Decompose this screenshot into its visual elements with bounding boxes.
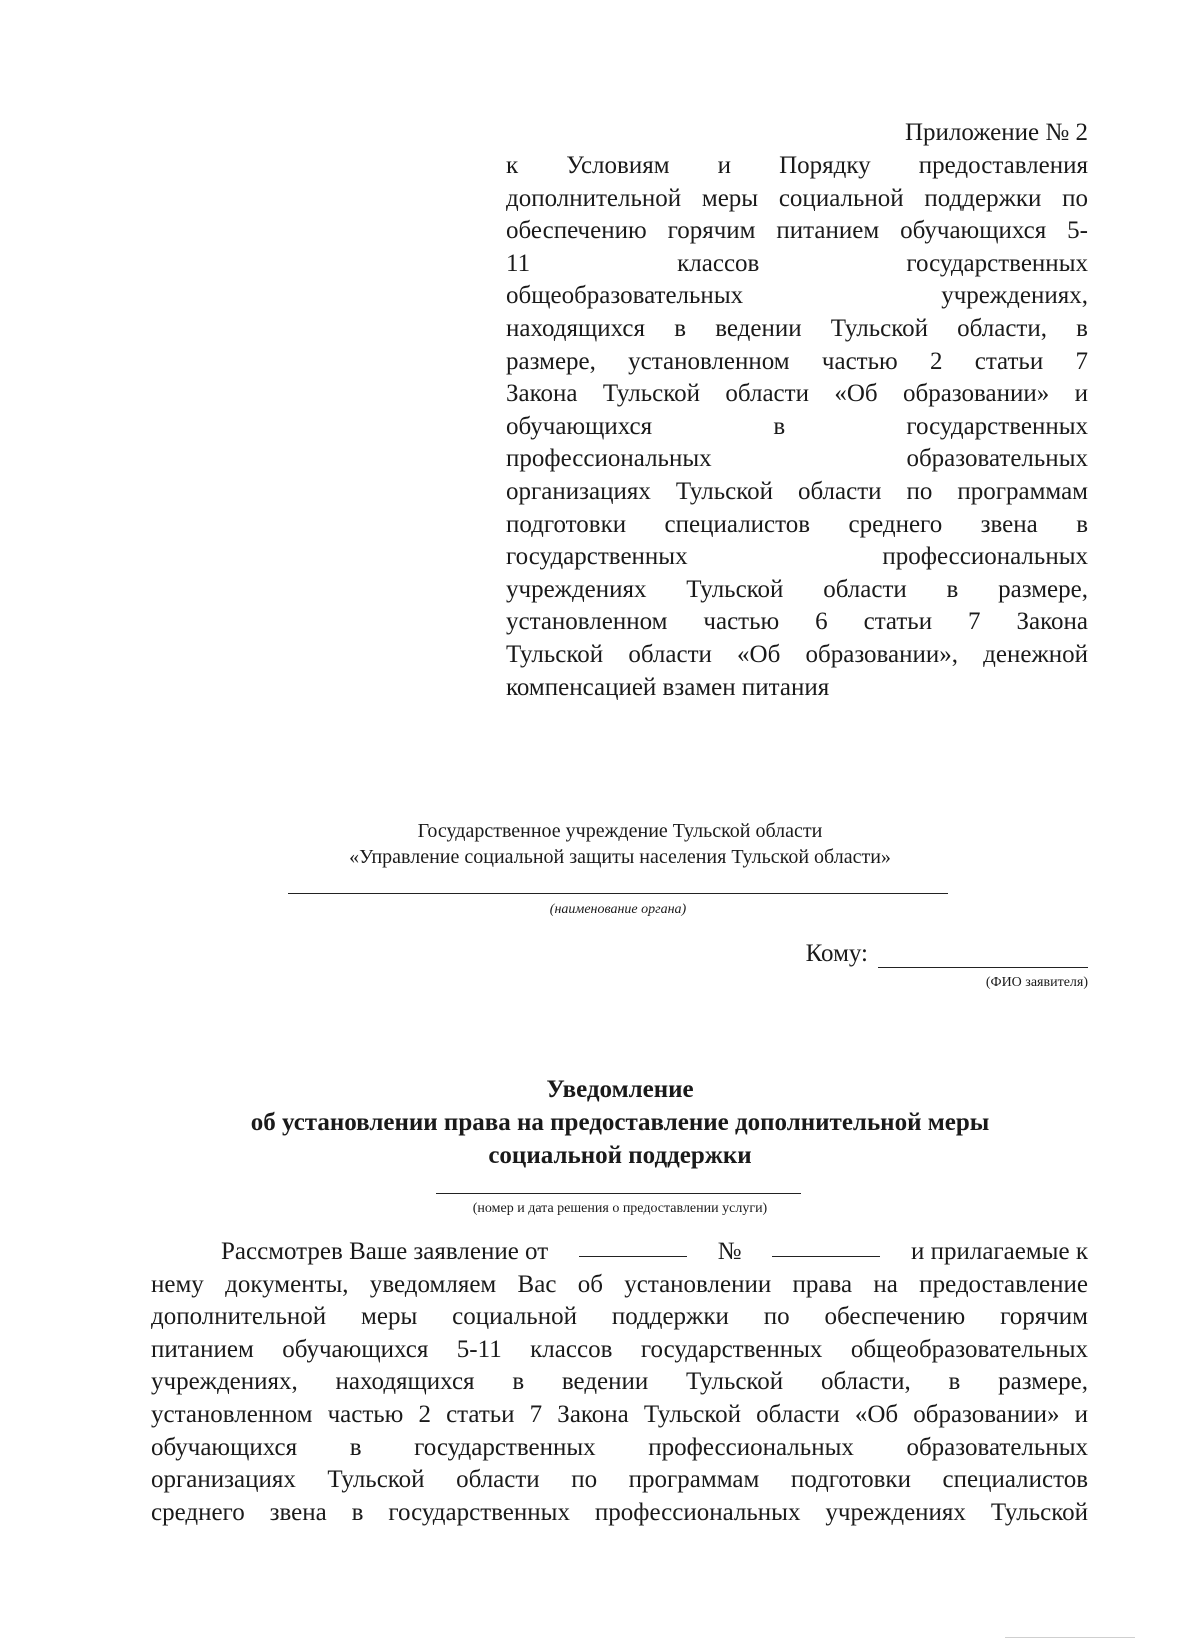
- appendix-line: учреждениях Тульской области в размере,: [506, 575, 1088, 603]
- main-line: обучающихся в государственных профессиональных образовательных: [151, 1433, 1088, 1461]
- main-line: организациях Тульской области по программам подготовки специалистов: [151, 1466, 1088, 1494]
- decision-field[interactable]: [436, 1193, 801, 1194]
- recipient-caption: (ФИО заявителя): [985, 975, 1088, 990]
- main-line: установленном частью 2 статьи 7 Закона Тульской области «Об образовании» и: [151, 1400, 1088, 1428]
- appendix-line: размере, установленном частью 2 статьи 7: [506, 347, 1088, 375]
- notice-title-line-1: Уведомление: [546, 1076, 694, 1103]
- recipient-label: Кому:: [805, 940, 868, 967]
- appendix-line: обучающихся в государственных: [506, 412, 1088, 440]
- appendix-line: подготовки специалистов среднего звена в: [506, 510, 1088, 538]
- main-line: питанием обучающихся 5-11 классов государственных общеобразовательных: [151, 1335, 1088, 1363]
- notice-title-line-3: социальной поддержки: [488, 1142, 752, 1169]
- application-number-field[interactable]: [772, 1236, 880, 1257]
- main-line: учреждениях, находящихся в ведении Тульской области, в размере,: [151, 1368, 1088, 1396]
- application-date-field[interactable]: [579, 1236, 687, 1257]
- appendix-line: государственных профессиональных: [506, 543, 1088, 571]
- recipient-name-field[interactable]: [878, 943, 1088, 968]
- page-footer-rule: [1005, 1637, 1135, 1638]
- main-first-part-2: №: [717, 1238, 742, 1265]
- organization-line-1: Государственное учреждение Тульской области: [417, 820, 823, 842]
- appendix-line: обеспечению горячим питанием обучающихся 5-: [506, 217, 1088, 245]
- organization-line-2: «Управление социальной защиты населения Тульской области»: [349, 846, 891, 868]
- notice-title-line-2: об установлении права на предоставление дополнительной меры: [250, 1109, 990, 1136]
- appendix-line: находящихся в ведении Тульской области, в: [506, 314, 1088, 342]
- main-paragraph: [151, 1236, 1088, 1529]
- appendix-line: к Условиям и Порядку предоставления: [506, 152, 1088, 179]
- decision-caption: (номер и дата решения о предоставлении услуги): [472, 1201, 768, 1216]
- organization-underline: [288, 893, 948, 894]
- appendix-body: [506, 150, 1088, 704]
- main-line: среднего звена в государственных профессиональных учреждениях Тульской: [151, 1498, 1088, 1526]
- appendix-line: установленном частью 6 статьи 7 Закона: [506, 608, 1088, 636]
- organization-name: [280, 818, 960, 870]
- appendix-line: общеобразовательных учреждениях,: [506, 282, 1088, 310]
- appendix-title: Приложение № 2: [904, 119, 1088, 146]
- main-first-part-1: Рассмотрев Ваше заявление от: [221, 1238, 549, 1265]
- organization-caption: (наименование органа): [549, 902, 687, 917]
- appendix-line: Тульской области «Об образовании», денежной: [506, 640, 1088, 668]
- appendix-line: организациях Тульской области по программам: [506, 477, 1088, 505]
- appendix-line: компенсацией взамен питания: [506, 673, 830, 701]
- main-first-part-3: и прилагаемые к: [910, 1238, 1088, 1265]
- main-line: дополнительной меры социальной поддержки по обеспечению горячим: [151, 1303, 1088, 1331]
- appendix-line: дополнительной меры социальной поддержки по: [506, 184, 1088, 212]
- main-first-line: [151, 1236, 1088, 1269]
- appendix-line: Закона Тульской области «Об образовании» и: [506, 380, 1088, 408]
- appendix-line: профессиональных образовательных: [506, 445, 1088, 473]
- recipient-row: [806, 940, 1088, 968]
- main-line: нему документы, уведомляем Вас об установлении права на предоставление: [151, 1270, 1088, 1298]
- notice-title: [150, 1073, 1090, 1172]
- appendix-line: 11 классов государственных: [506, 249, 1088, 277]
